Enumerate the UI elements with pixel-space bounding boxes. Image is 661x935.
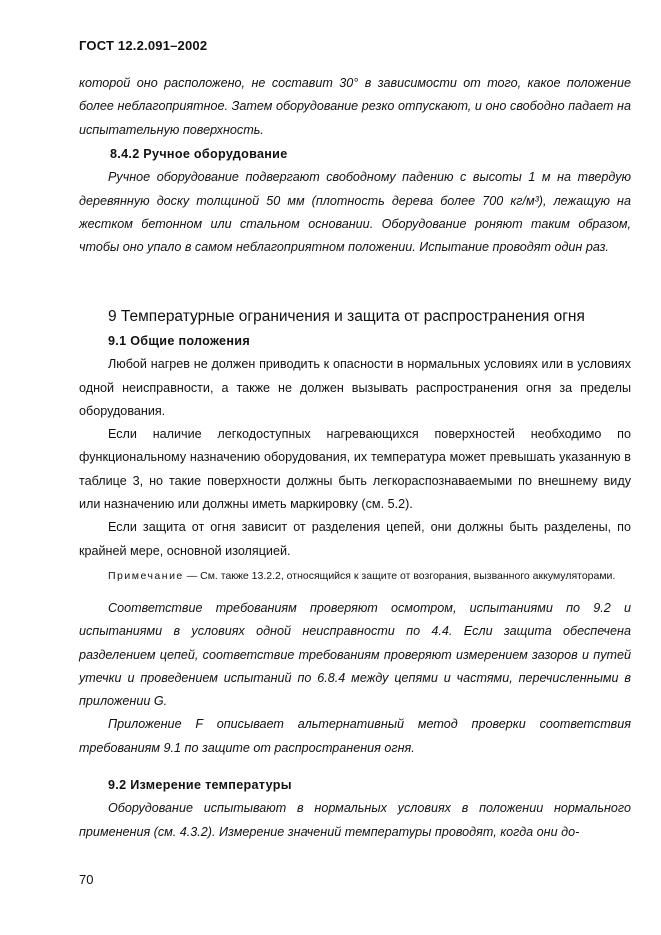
paragraph-text: Если защита от огня зависит от разделения цепей, они должны быть разделены, по крайней мере, основной изоляцией. [79, 520, 631, 558]
note-text: — См. также 13.2.2, относящийся к защите от возгорания, вызванного аккумуляторами. [183, 570, 616, 582]
section-8-4-2 [79, 143, 631, 259]
paragraph-text: которой оно расположено, не составит 30° в зависимости от того, какое положение более неблагоприятное. Затем оборудование резко отпускают, и оно свободно падает на испытательную поверхность. [79, 76, 631, 137]
paragraph-text: Ручное оборудование подвергают свободному падению с высоты 1 м на твердую деревянную доску толщиной 50 мм (плотность дерева более 700 кг/м³), лежащую на жестком бетонном или стальном основании. Оборудование роняют таким образом, чтобы оно упало в самом неблагоприятном положении. Испытание проводят один раз. [79, 170, 631, 255]
continuation-paragraph [79, 72, 631, 142]
paragraph-text: Соответствие требованиям проверяют осмотром, испытаниями по 9.2 и испытаниями в условиях одной неисправности по 4.4. Если защита обеспечена разделением цепей, соответствие требованиям проверяют измерением зазоров и путей утечки и проведением испытаний по 6.8.4 между цепями и частями, перечисленными в приложении G. [79, 601, 631, 709]
note-lead: Примечание [108, 570, 184, 582]
page-number: 70 [79, 872, 94, 887]
section-title: 9 Температурные ограничения и защита от распространения огня [108, 308, 585, 325]
paragraph-text: Приложение F описывает альтернативный метод проверки соответствия требованиям 9.1 по защите от распространения огня. [79, 717, 631, 755]
section-9-1 [79, 330, 631, 563]
document-header: ГОСТ 12.2.091–2002 [79, 38, 208, 53]
note-block [79, 569, 631, 583]
subsection-title: 9.1 Общие положения [108, 334, 250, 348]
paragraph-text: Если наличие легкодоступных нагревающихся поверхностей необходимо по функциональному назначению оборудования, их температура может превышать указанную в таблице 3, но такие поверхности должны быть легкораспознаваемыми по внешнему виду или назначению или должны иметь маркировку (см. 5.2). [79, 427, 631, 512]
note [79, 569, 631, 583]
subsection-title: 9.2 Измерение температуры [108, 778, 292, 792]
compliance-block [79, 597, 631, 760]
section-9 [79, 305, 631, 329]
paragraph-text: Оборудование испытывают в нормальных условиях в положении нормального применения (см. 4.3.2). Измерение значений температуры проводят, когда они до- [79, 801, 631, 839]
section-9-2 [79, 774, 631, 844]
paragraph-text: Любой нагрев не должен приводить к опасности в нормальных условиях или в условиях одной неисправности, а также не должен вызывать распространения огня за пределы оборудования. [79, 357, 631, 418]
subsection-title: 8.4.2 Ручное оборудование [110, 147, 288, 161]
